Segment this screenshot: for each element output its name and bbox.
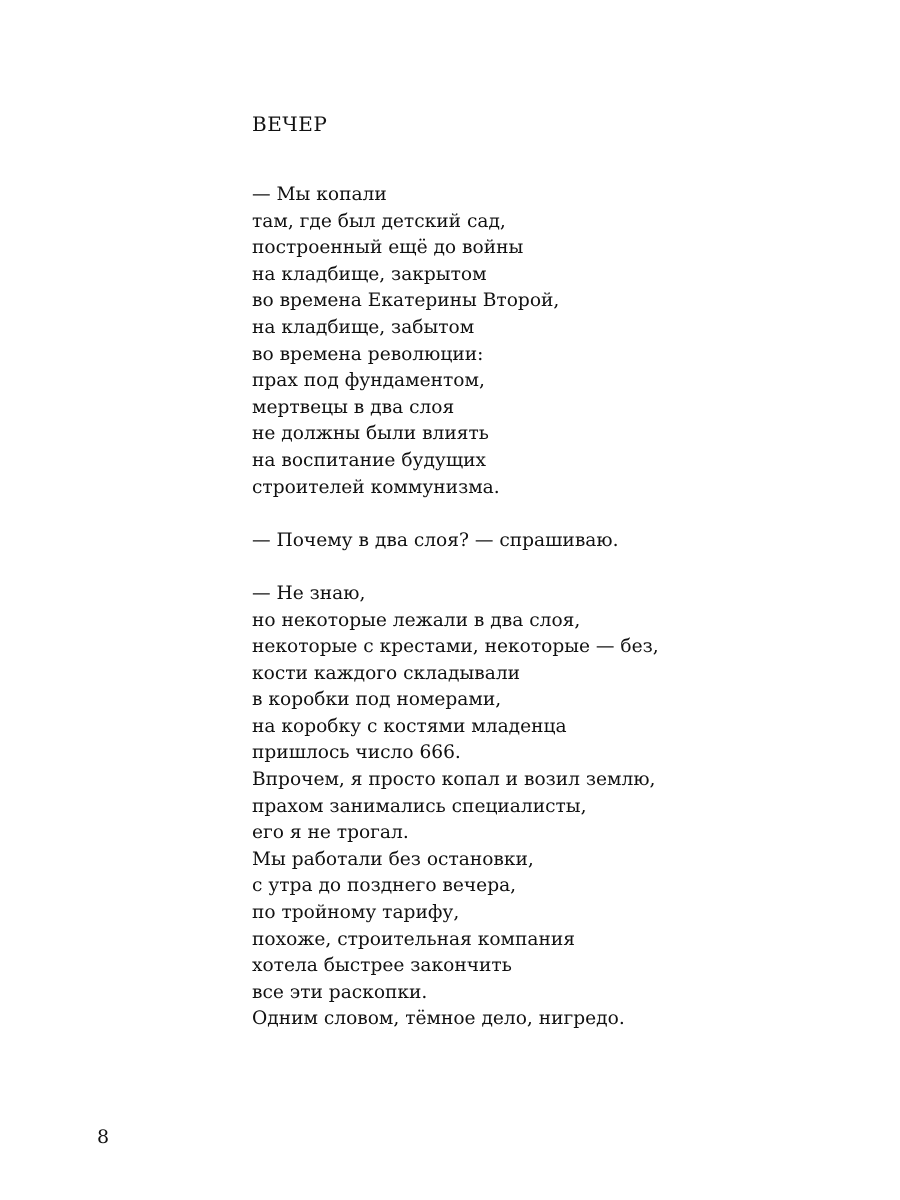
poem-line: с утра до позднего вечера, — [252, 875, 517, 897]
poem-line: кости каждого складывали — [252, 662, 521, 684]
stanza — [252, 528, 852, 555]
poem-line: там, где был детский сад, — [252, 210, 506, 232]
poem-line: на коробку с костями младенца — [252, 715, 567, 737]
stanza — [252, 581, 852, 1033]
poem-line: на воспитание будущих — [252, 449, 487, 471]
poem-line: некоторые с крестами, некоторые — без, — [252, 636, 659, 658]
poem-title: ВЕЧЕР — [252, 112, 328, 136]
poem-line: Одним словом, тёмное дело, нигредо. — [252, 1008, 625, 1030]
poem-line: на кладбище, закрытом — [252, 263, 487, 285]
poem-line: прахом занимались специалисты, — [252, 795, 587, 817]
page-number: 8 — [97, 1126, 110, 1148]
poem-line: Впрочем, я просто копал и возил землю, — [252, 769, 656, 791]
poem-line: его я не трогал. — [252, 822, 409, 844]
poem-line: построенный ещё до войны — [252, 237, 524, 259]
poem-line: на кладбище, забытом — [252, 316, 475, 338]
poem-line: хотела быстрее закончить — [252, 955, 512, 977]
poem-line: в коробки под номерами, — [252, 689, 502, 711]
poem-line: во времена революции: — [252, 343, 484, 365]
poem-line: но некоторые лежали в два слоя, — [252, 609, 581, 631]
poem-line: — Почему в два слоя? — спрашиваю. — [252, 529, 619, 551]
poem-line: по тройному тарифу, — [252, 902, 460, 924]
poem-line: — Не знаю, — [252, 582, 366, 604]
poem-line: Мы работали без остановки, — [252, 848, 534, 870]
stanza — [252, 182, 852, 501]
poem-line: все эти раскопки. — [252, 981, 428, 1003]
poem-line: прах под фундаментом, — [252, 370, 485, 392]
poem-line: пришлось число 666. — [252, 742, 461, 764]
poem-body — [252, 182, 852, 1060]
poem-line: — Мы копали — [252, 184, 387, 205]
poem-line: похоже, строительная компания — [252, 928, 576, 950]
poem-line: не должны были влиять — [252, 423, 489, 445]
poem-line: строителей коммунизма. — [252, 476, 500, 498]
poem-line: во времена Екатерины Второй, — [252, 290, 560, 312]
poem-line: мертвецы в два слоя — [252, 396, 455, 418]
